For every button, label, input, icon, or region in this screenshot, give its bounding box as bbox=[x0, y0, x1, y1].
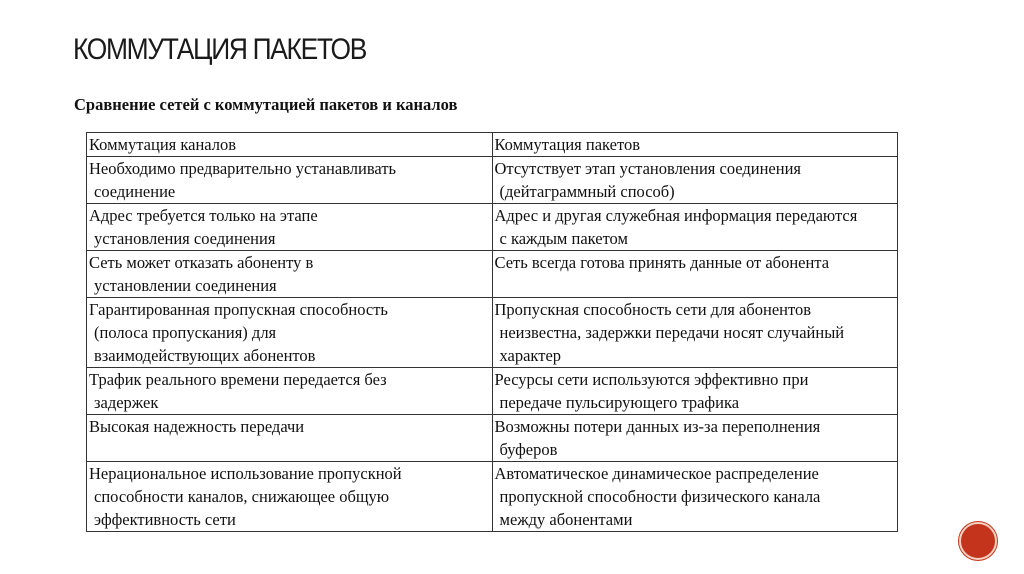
cell-text-line: Высокая надежность передачи bbox=[89, 417, 305, 436]
header-circuit-switching: Коммутация каналов bbox=[87, 133, 493, 157]
cell-text-line: соединение bbox=[94, 182, 176, 201]
cell-text-line: между абонентами bbox=[499, 510, 633, 529]
cell-text-line: Трафик реального времени передается без bbox=[89, 370, 387, 389]
cell-text-line: Пропускная способность сети для абонентов bbox=[494, 300, 812, 319]
cell-text-line: установлении соединения bbox=[94, 276, 277, 295]
cell-circuit-switching bbox=[87, 415, 493, 462]
cell-circuit-switching bbox=[87, 251, 493, 298]
cell-text-line: Адрес требуется только на этапе bbox=[89, 206, 318, 225]
cell-text-line: (полоса пропускания) для bbox=[94, 323, 277, 342]
cell-packet-switching bbox=[492, 415, 898, 462]
cell-text-line: (дейтаграммный способ) bbox=[499, 182, 675, 201]
cell-text-line: Сеть может отказать абоненту в bbox=[89, 253, 314, 272]
table-row bbox=[87, 415, 898, 462]
header-packet-switching: Коммутация пакетов bbox=[492, 133, 898, 157]
cell-packet-switching bbox=[492, 157, 898, 204]
table-row bbox=[87, 368, 898, 415]
cell-circuit-switching bbox=[87, 368, 493, 415]
cell-text-line: буферов bbox=[499, 440, 558, 459]
slide-title: КОММУТАЦИЯ ПАКЕТОВ bbox=[73, 33, 367, 66]
cell-text-line: Отсутствует этап установления соединения bbox=[494, 159, 802, 178]
cell-text-line: Сеть всегда готова принять данные от абонента bbox=[494, 253, 830, 272]
cell-packet-switching bbox=[492, 204, 898, 251]
comparison-table bbox=[86, 132, 898, 532]
cell-text-line: установления соединения bbox=[94, 229, 276, 248]
cell-text-line: неизвестна, задержки передачи носят случайный bbox=[499, 323, 845, 342]
table-row bbox=[87, 298, 898, 368]
table-row bbox=[87, 157, 898, 204]
cell-text-line: Ресурсы сети используются эффективно при bbox=[494, 370, 809, 389]
cell-text-line: Автоматическое динамическое распределение bbox=[494, 464, 819, 483]
slide-subtitle: Сравнение сетей с коммутацией пакетов и каналов bbox=[74, 95, 458, 114]
cell-text-line: эффективность сети bbox=[94, 510, 236, 529]
cell-text-line: пропускной способности физического канала bbox=[499, 487, 821, 506]
cell-circuit-switching bbox=[87, 204, 493, 251]
table-header-row bbox=[87, 133, 898, 157]
cell-text-line: Возможны потери данных из-за переполнения bbox=[494, 417, 821, 436]
cell-text-line: характер bbox=[499, 346, 562, 365]
cell-text-line: Нерациональное использование пропускной bbox=[89, 464, 402, 483]
cell-text-line: передаче пульсирующего трафика bbox=[499, 393, 740, 412]
table-row bbox=[87, 462, 898, 532]
cell-packet-switching bbox=[492, 298, 898, 368]
cell-circuit-switching bbox=[87, 298, 493, 368]
cell-text-line: Гарантированная пропускная способность bbox=[89, 300, 388, 319]
cell-circuit-switching bbox=[87, 157, 493, 204]
cell-text-line: Необходимо предварительно устанавливать bbox=[89, 159, 397, 178]
cell-text-line: задержек bbox=[94, 393, 159, 412]
cell-packet-switching bbox=[492, 368, 898, 415]
table-row bbox=[87, 204, 898, 251]
cell-packet-switching bbox=[492, 462, 898, 532]
cell-text-line: взаимодействующих абонентов bbox=[94, 346, 316, 365]
cell-text-line: Адрес и другая служебная информация передаются bbox=[494, 206, 858, 225]
table-row bbox=[87, 251, 898, 298]
cell-text-line: способности каналов, снижающее общую bbox=[94, 487, 390, 506]
cell-text-line: с каждым пакетом bbox=[499, 229, 628, 248]
cell-packet-switching bbox=[492, 251, 898, 298]
cell-circuit-switching bbox=[87, 462, 493, 532]
slide-nav-button[interactable] bbox=[959, 522, 997, 560]
